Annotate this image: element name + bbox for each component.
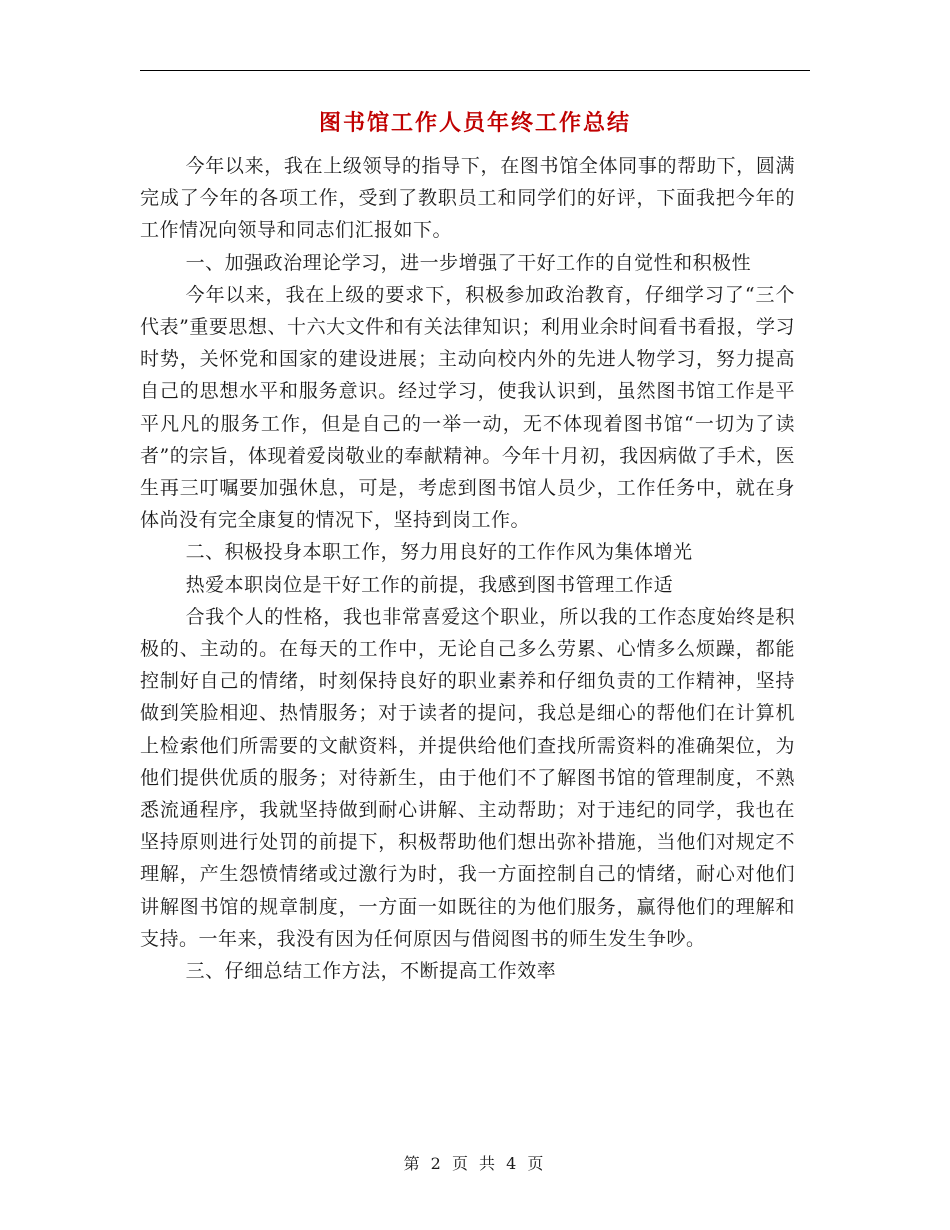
document-title: 图书馆工作人员年终工作总结 — [318, 111, 631, 136]
paragraph-intro: 今年以来，我在上级领导的指导下，在图书馆全体同事的帮助下，圆满完成了今年的各项工作，受到了教职员工和同学们的好评，下面我把今年的工作情况向领导和同志们汇报如下。 — [140, 155, 795, 242]
paragraph-section-2-lead: 热爱本职岗位是干好工作的前提，我感到图书管理工作适 — [185, 573, 674, 596]
paragraph-section-1: 今年以来，我在上级的要求下，积极参加政治教育，仔细学习了“三个代表”重要思想、十六大文件和有关法律知识；利用业余时间看书看报，学习时势，关怀党和国家的建设进展；主动向校内外的先进人物学习，努力提高自己的思想水平和服务意识。经过学习，使我认识到，虽然图书馆工作是平平凡凡的服务工作，但是自己的一举一动，无不体现着图书馆“一切为了读者”的宗旨，体现着爱岗敬业的奉献精神。今年十月初，我因病做了手术，医生再三叮嘱要加强休息，可是，考虑到图书馆人员少，工作任务中，就在身体尚没有完全康复的情况下，坚持到岗工作。 — [140, 283, 795, 532]
document-body — [140, 150, 795, 987]
section-heading-3: 三、仔细总结工作方法，不断提高工作效率 — [185, 960, 557, 983]
section-heading-1: 一、加强政治理论学习，进一步增强了干好工作的自觉性和积极性 — [185, 251, 752, 274]
header-rule — [140, 70, 810, 71]
section-heading-2: 二、积极投身本职工作，努力用良好的工作作风为集体增光 — [185, 541, 693, 564]
page-number-footer: 第 2 页 共 4 页 — [403, 1154, 547, 1173]
paragraph-section-2: 合我个人的性格，我也非常喜爱这个职业，所以我的工作态度始终是积极的、主动的。在每天的工作中，无论自己多么劳累、心情多么烦躁，都能控制好自己的情绪，时刻保持良好的职业素养和仔细负责的工作精神，坚持做到笑脸相迎、热情服务；对于读者的提问，我总是细心的帮他们在计算机上检索他们所需要的文献资料，并提供给他们查找所需资料的准确架位，为他们提供优质的服务；对待新生，由于他们不了解图书馆的管理制度，不熟悉流通程序，我就坚持做到耐心讲解、主动帮助；对于违纪的同学，我也在坚持原则进行处罚的前提下，积极帮助他们想出弥补措施，当他们对规定不理解，产生怨愤情绪或过激行为时，我一方面控制自己的情绪，耐心对他们讲解图书馆的规章制度，一方面一如既往的为他们服务，赢得他们的理解和支持。一年来，我没有因为任何原因与借阅图书的师生发生争吵。 — [140, 605, 795, 950]
